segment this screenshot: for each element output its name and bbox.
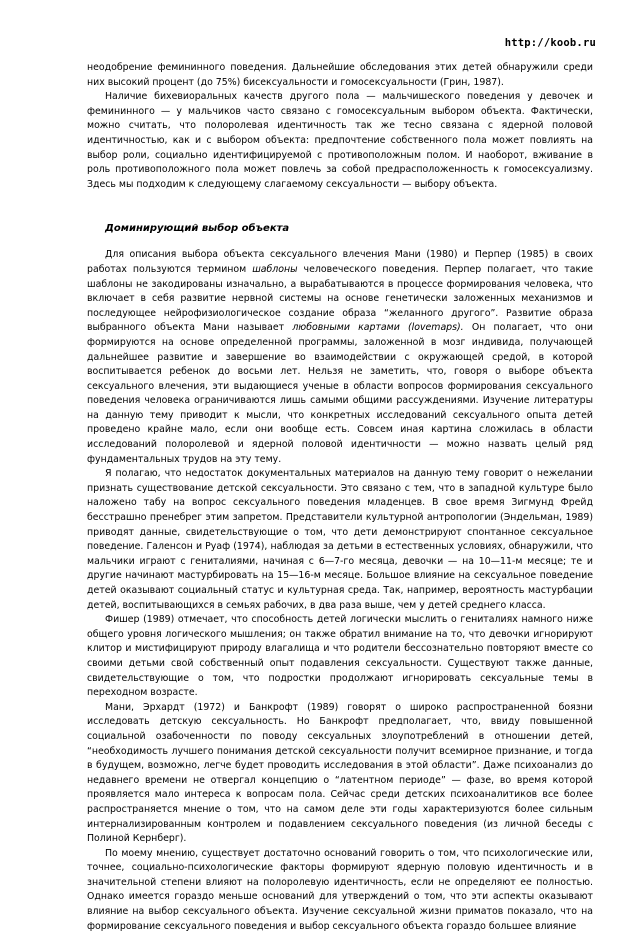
paragraph: Мани, Эрхардт (1972) и Банкрофт (1989) говорят о широко распространенной боязни исследовать детскую сексуальность. Но Банкрофт предполагает, что, ввиду повышенной социальной озабоченности по поводу сексуальных злоупотреблений в отношении детей, “необходимость лучшего понимания детской сексуальности получит всемирное признание, и тогда в будущем, возможно, легче будет проводить исследования в этой области”. Даже психоанализ до недавнего времени не отвергал концепцию о “латентном периоде” — фазе, во время которой проявляется мало интереса к вопросам пола. Сейчас среди детских психоаналитиков все более распространяется мнение о том, что на самом деле эти годы характеризуются более сильным интернализированным контролем и подавлением сексуального поведения (из личной беседы с Полиной Кернберг).	[87, 701, 593, 845]
page-body	[87, 61, 593, 934]
paragraph: неодобрение фемининного поведения. Дальнейшие обследования этих детей обнаружили среди них высокий процент (до 75%) бисексуальности и гомосексуальности (Грин, 1987).	[87, 62, 593, 88]
text-run: Он полагает, что они формируются на основе определенной программы, заложенной в мозг индивида, получающей дальнейшее развитие и завершение во взаимодействии с окружающей средой, в которой воспитывается ребенок до восьми лет. Нельзя не заметить, что, говоря о выборе объекта сексуального влечения, эти выдающиеся ученые в области вопросов формирования сексуального поведения человека ограничиваются лишь самыми общими рассуждениями. Изучение литературы на данную тему приводит к мысли, что конкретных исследований сексуального опыта детей проведено крайне мало, если они вообще есть. Совсем иная картина сложилась в области исследований полоролевой и ядерной половой идентичности — можно назвать целый ряд фундаментальных трудов на эту тему.	[87, 322, 593, 465]
paragraph: Фишер (1989) отмечает, что способность детей логически мыслить о гениталиях намного ниже общего уровня логического мышления; он также обратил внимание на то, что девочки игнорируют клитор и мистифицируют природу влагалища и что родители бессознательно повторяют вместе со своими детьми свой собственный опыт подавления сексуальности. Существуют также данные, свидетельствующие о том, что подростки продолжают игнорировать сексуальные темы в переходном возрасте.	[87, 614, 593, 699]
paragraph: Я полагаю, что недостаток документальных материалов на данную тему говорит о нежелании признать существование детской сексуальности. Это связано с тем, что в западной культуре было наложено табу на вопрос сексуального поведения младенцев. В свое время Зигмунд Фрейд бесстрашно пренебрег этим запретом. Представители культурной антропологии (Эндельман, 1989) приводят данные, свидетельствующие о том, что дети демонстрируют спонтанное сексуальное поведение. Галенсон и Руаф (1974), наблюдая за детьми в естественных условиях, обнаружили, что мальчики играют с гениталиями, начиная с 6—7-го месяца, девочки — на 10—11-м месяце; те и другие начинают мастурбировать на 15—16-м месяце. Большое влияние на сексуальное поведение детей оказывают социальный статус и культурная среда. Так, например, вероятность мастурбации детей, воспитывающихся в семьях рабочих, в два раза выше, чем у детей среднего класса.	[87, 468, 593, 611]
term-templates: шаблоны	[252, 263, 298, 275]
source-url: http://koob.ru	[504, 37, 596, 49]
term-lovemaps: любовными картами (lovemaps).	[292, 322, 464, 334]
paragraph: Наличие бихевиоральных качеств другого пола — мальчишеского поведения у девочек и фемининного — у мальчиков часто связано с гомосексуальным выбором объекта. Фактически, можно считать, что полоролевая идентичность так же тесно связана с ядерной половой идентичностью, как и с выбором объекта: предпочтение собственного пола может повлиять на выбор роли, социально идентифицируемой с противоположным полом. И наоборот, вживание в роль противоположного пола может повлечь за собой предрасположенность к гомосексуализму. Здесь мы подходим к следующему слагаемому сексуальности — выбору объекта.	[87, 91, 593, 190]
text-run: человеческого поведения. Перпер полагает, что такие шаблоны не закодированы изначально, а вырабатываются в процессе формирования человека, что включает в себя развитие нервной системы на основе генетически заложенных механизмов и последующее нейрофизиологическое создание образа “желанного другого”. Развитие образа выбранного объекта Мани называет	[87, 263, 593, 334]
section-heading: Доминирующий выбор объекта	[105, 223, 290, 235]
paragraph: По моему мнению, существует достаточно оснований говорить о том, что психологические или, точнее, социально-психологические факторы формируют ядерную половую идентичность и в значительной степени влияют на полоролевую идентичность, если не определяют ее полностью. Однако имеется гораздо меньше оснований для утверждений о том, что эти аспекты оказывают влияние на выбор сексуального объекта. Изучение сексуальной жизни приматов показало, что на формирование сексуального поведения и выбор сексуального объекта гораздо большее влияние	[87, 847, 593, 932]
text-run: Для описания выбора объекта сексуального влечения Мани (1980) и Перпер (1985) в своих работах пользуются термином	[87, 249, 593, 275]
paragraph	[87, 248, 593, 467]
